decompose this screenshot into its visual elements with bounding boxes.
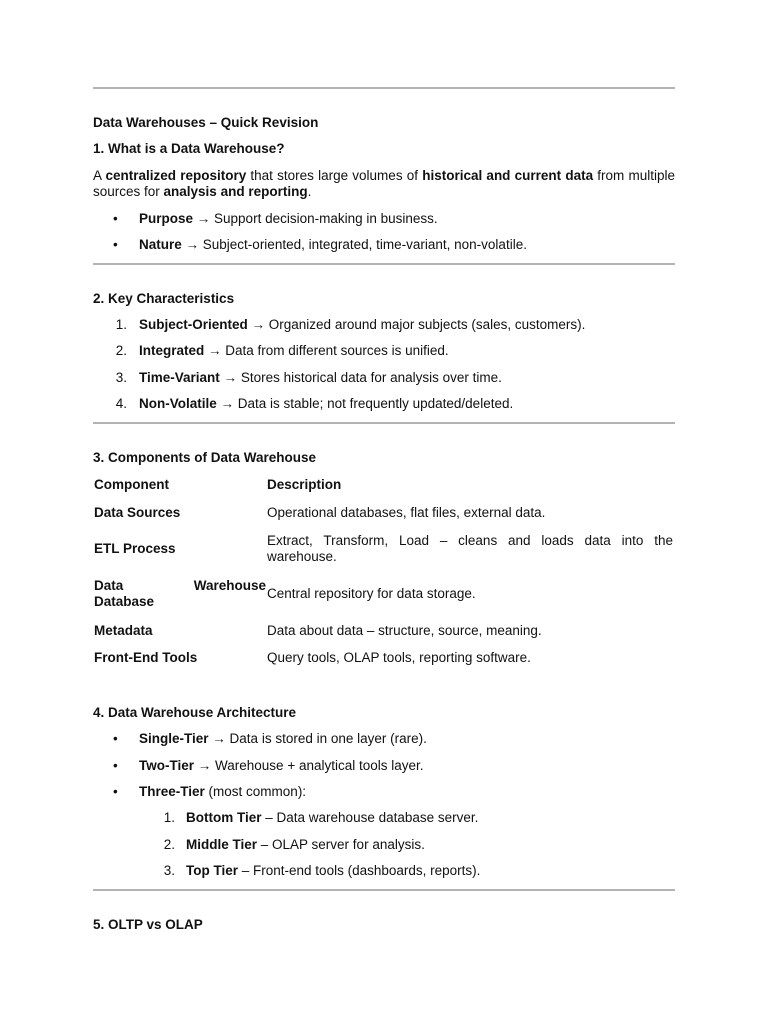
section-heading: 3. Components of Data Warehouse <box>93 450 317 465</box>
document-title: Data Warehouses – Quick Revision <box>93 115 319 130</box>
table-cell-component: Metadata <box>94 623 153 638</box>
table-cell-description: Central repository for data storage. <box>267 586 476 601</box>
horizontal-rule <box>93 422 675 424</box>
table-cell-description: Extract, Transform, Load – cleans and loads data into the warehouse. <box>267 533 673 564</box>
definition-paragraph: A centralized repository that stores large volumes of historical and current data from multiple sources for analysis and reporting. <box>93 168 676 199</box>
table-cell-component: Data Warehouse Database <box>94 578 266 609</box>
table-cell-component: Front-End Tools <box>94 650 198 665</box>
bullet-icon: • <box>113 237 118 252</box>
bullet-icon: • <box>113 211 118 226</box>
table-cell-description: Data about data – structure, source, meaning. <box>267 623 542 638</box>
table-header-description: Description <box>267 477 342 492</box>
horizontal-rule <box>93 889 675 891</box>
section-heading: 5. OLTP vs OLAP <box>93 917 203 932</box>
section-heading: 2. Key Characteristics <box>93 291 235 306</box>
section-heading: 4. Data Warehouse Architecture <box>93 705 297 720</box>
table-cell-component: Data Sources <box>94 505 181 520</box>
table-header-component: Component <box>94 477 169 492</box>
horizontal-rule <box>93 87 675 89</box>
table-cell-component: ETL Process <box>94 541 176 556</box>
table-cell-description: Query tools, OLAP tools, reporting software. <box>267 650 531 665</box>
horizontal-rule <box>93 263 675 265</box>
table-cell-description: Operational databases, flat files, external data. <box>267 505 546 520</box>
bullet-icon: • <box>113 731 118 746</box>
bullet-icon: • <box>113 758 118 773</box>
section-heading: 1. What is a Data Warehouse? <box>93 141 285 156</box>
bullet-icon: • <box>113 784 118 799</box>
